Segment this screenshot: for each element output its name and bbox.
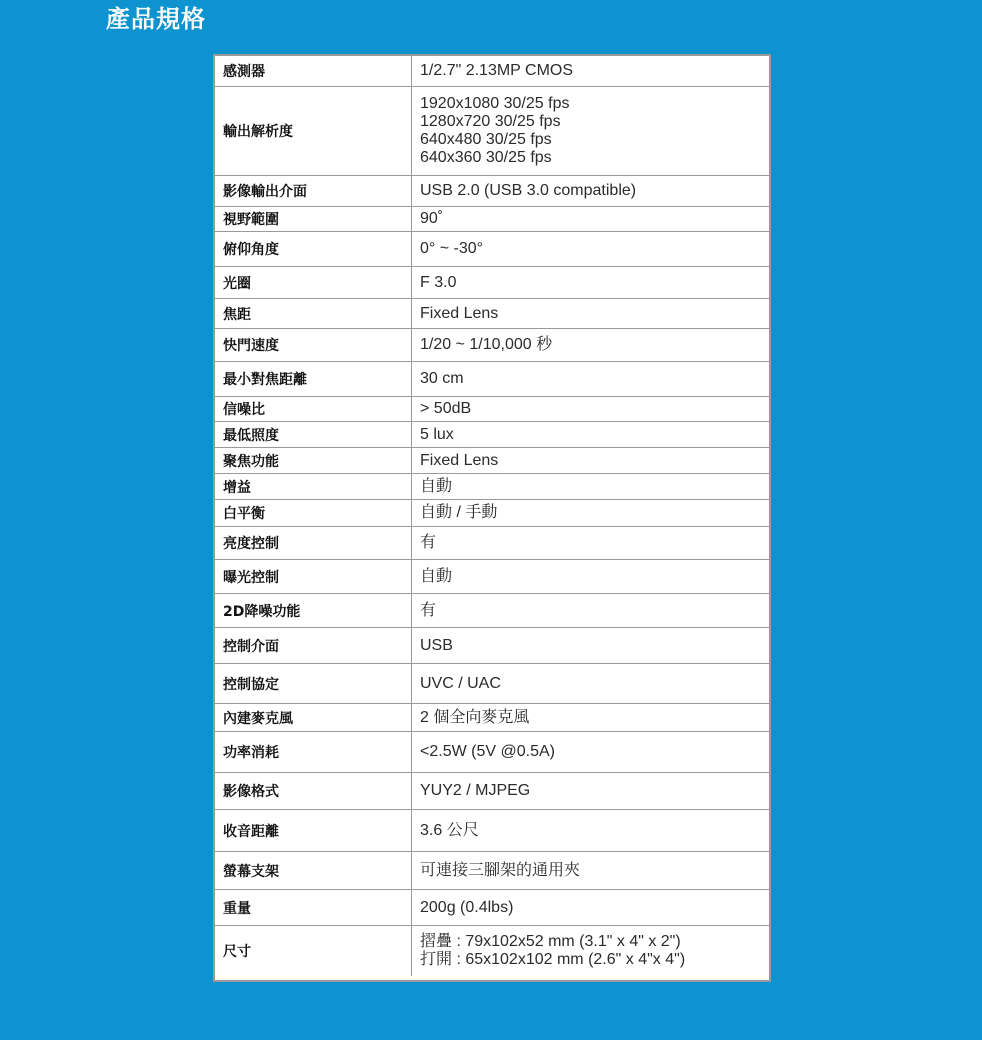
spec-value-line: 30 cm: [420, 370, 464, 387]
spec-label: 影像輸出介面: [215, 176, 412, 206]
spec-row: [215, 594, 769, 628]
spec-value-line: 自動: [420, 477, 453, 495]
spec-value: [412, 232, 769, 266]
spec-value: [412, 267, 769, 298]
spec-label: 焦距: [215, 299, 412, 328]
spec-label: 最低照度: [215, 422, 412, 447]
spec-label: 光圈: [215, 267, 412, 298]
spec-label: 控制協定: [215, 664, 412, 703]
spec-value: [412, 87, 769, 175]
spec-value: [412, 560, 769, 593]
spec-value: [412, 500, 769, 526]
spec-value: [412, 422, 769, 447]
spec-label: 白平衡: [215, 500, 412, 526]
spec-value-line: 640x360 30/25 fps: [420, 149, 552, 166]
spec-row: [215, 299, 769, 329]
spec-value: [412, 704, 769, 731]
spec-row: [215, 732, 769, 773]
spec-value-line: F 3.0: [420, 273, 457, 291]
spec-label: 收音距離: [215, 810, 412, 851]
spec-value-line: 3.6 公尺: [420, 821, 479, 839]
spec-value: [412, 890, 769, 925]
spec-table: [213, 54, 771, 982]
spec-value: [412, 594, 769, 627]
spec-row: [215, 704, 769, 732]
spec-label: 感測器: [215, 56, 412, 86]
spec-value: [412, 810, 769, 851]
spec-label: 增益: [215, 474, 412, 499]
spec-value: [412, 628, 769, 663]
spec-value-line: 摺疊 : 79x102x52 mm (3.1" x 4" x 2"): [420, 933, 681, 950]
spec-value: [412, 773, 769, 809]
spec-label: 信噪比: [215, 397, 412, 421]
spec-value: [412, 448, 769, 473]
spec-row: [215, 422, 769, 448]
spec-value: [412, 56, 769, 86]
spec-value-line: 1280x720 30/25 fps: [420, 113, 561, 130]
spec-row: [215, 500, 769, 527]
spec-row: [215, 329, 769, 362]
spec-value: [412, 207, 769, 231]
spec-value-line: 200g (0.4lbs): [420, 898, 514, 916]
spec-value: [412, 527, 769, 559]
spec-label: 視野範圍: [215, 207, 412, 231]
spec-label: 內建麥克風: [215, 704, 412, 731]
spec-row: [215, 267, 769, 299]
spec-value-line: 90˚: [420, 210, 444, 227]
spec-value: [412, 329, 769, 361]
spec-label: 控制介面: [215, 628, 412, 663]
spec-row: [215, 852, 769, 890]
spec-row: [215, 810, 769, 852]
spec-value-line: 1920x1080 30/25 fps: [420, 95, 570, 112]
spec-row: [215, 474, 769, 500]
spec-row: [215, 890, 769, 926]
spec-label: 螢幕支架: [215, 852, 412, 889]
spec-label: 2D降噪功能: [215, 594, 412, 627]
spec-row: [215, 56, 769, 87]
spec-value: [412, 362, 769, 396]
spec-row: [215, 560, 769, 594]
spec-value-line: Fixed Lens: [420, 304, 499, 322]
spec-label: 聚焦功能: [215, 448, 412, 473]
spec-value-line: <2.5W (5V @0.5A): [420, 743, 555, 760]
spec-label: 快門速度: [215, 329, 412, 361]
spec-row: [215, 527, 769, 560]
spec-row: [215, 773, 769, 810]
spec-value: [412, 397, 769, 421]
spec-value: [412, 852, 769, 889]
spec-value: [412, 176, 769, 206]
spec-value: [412, 926, 769, 976]
spec-value-line: 5 lux: [420, 425, 454, 443]
spec-value-line: YUY2 / MJPEG: [420, 782, 531, 799]
spec-value: [412, 299, 769, 328]
spec-row: [215, 207, 769, 232]
spec-label: 最小對焦距離: [215, 362, 412, 396]
spec-value-line: 1/2.7" 2.13MP CMOS: [420, 62, 574, 79]
spec-label: 輸出解析度: [215, 87, 412, 175]
spec-value-line: 打開 : 65x102x102 mm (2.6" x 4"x 4"): [420, 951, 686, 968]
spec-row: [215, 176, 769, 207]
page-title: 產品規格: [106, 5, 206, 33]
spec-value: [412, 474, 769, 499]
spec-value-line: USB: [420, 636, 453, 654]
spec-value-line: 0° ~ -30°: [420, 240, 484, 257]
spec-row: [215, 628, 769, 664]
spec-value: [412, 664, 769, 703]
spec-row: [215, 232, 769, 267]
spec-row: [215, 397, 769, 422]
spec-value-line: 自動: [420, 567, 453, 585]
spec-value-line: 2 個全向麥克風: [420, 708, 530, 726]
spec-label: 亮度控制: [215, 527, 412, 559]
spec-label: 重量: [215, 890, 412, 925]
spec-value-line: 640x480 30/25 fps: [420, 131, 552, 148]
spec-value-line: 可連接三腳架的通用夾: [420, 861, 581, 879]
spec-label: 功率消耗: [215, 732, 412, 772]
spec-value-line: Fixed Lens: [420, 451, 499, 469]
spec-label: 曝光控制: [215, 560, 412, 593]
spec-value-line: USB 2.0 (USB 3.0 compatible): [420, 182, 637, 199]
spec-row: [215, 362, 769, 397]
spec-label: 影像格式: [215, 773, 412, 809]
spec-label: 尺寸: [215, 926, 412, 976]
spec-value: [412, 732, 769, 772]
spec-value-line: 自動 / 手動: [420, 504, 498, 521]
spec-value-line: > 50dB: [420, 400, 472, 417]
spec-value-line: 有: [420, 601, 437, 619]
spec-row: [215, 926, 769, 976]
spec-label: 俯仰角度: [215, 232, 412, 266]
spec-value-line: 有: [420, 534, 437, 551]
spec-value-line: 1/20 ~ 1/10,000 秒: [420, 336, 553, 353]
spec-row: [215, 448, 769, 474]
spec-row: [215, 87, 769, 176]
spec-row: [215, 664, 769, 704]
spec-value-line: UVC / UAC: [420, 674, 501, 692]
